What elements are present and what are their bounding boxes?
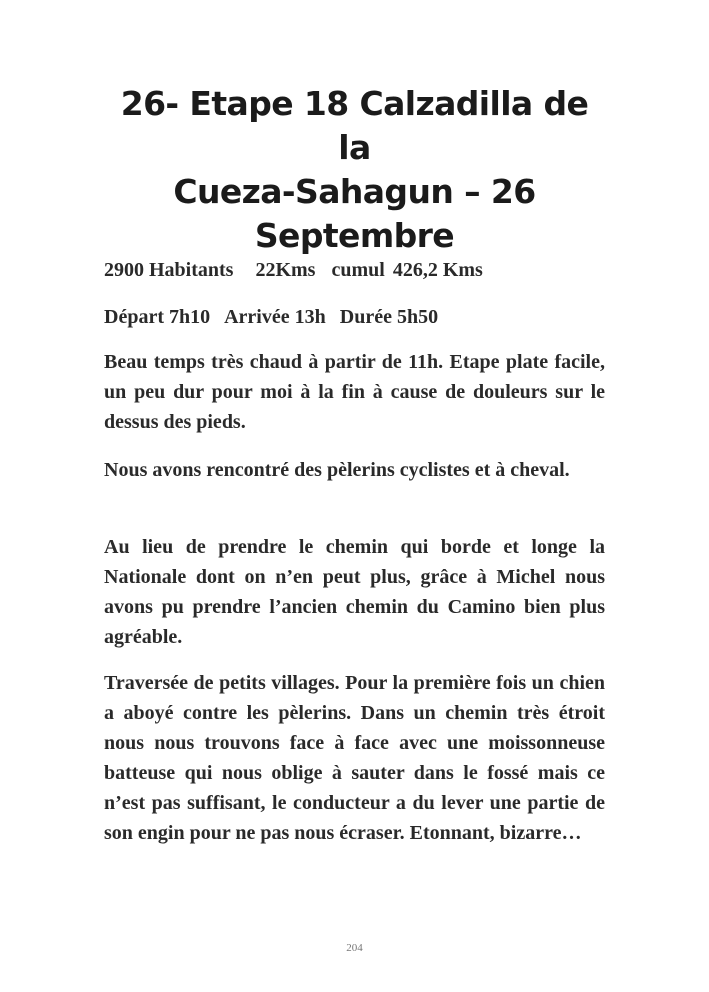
title-line-3: Septembre — [254, 216, 455, 255]
stage-times — [104, 302, 605, 332]
paragraph-weather: Beau temps très chaud à partir de 11h. Etape plate facile, un peu dur pour moi à la fin à cause de douleurs sur le dessus des pieds. — [104, 351, 605, 433]
cumul-distance: 426,2 Kms — [392, 259, 483, 281]
page-number: 204 — [346, 942, 363, 954]
population: 2900 Habitants — [104, 259, 234, 281]
paragraph-pilgrims: Nous avons rencontré des pèlerins cyclistes et à cheval. — [104, 459, 570, 481]
stage-stats — [104, 255, 605, 285]
title-line-1: 26- Etape 18 Calzadilla de la — [120, 84, 589, 167]
title-line-2: Cueza-Sahagun – 26 — [173, 172, 536, 211]
cumul-label: cumul — [331, 259, 385, 281]
arrival-time: Arrivée 13h — [224, 306, 326, 328]
paragraph-route: Au lieu de prendre le chemin qui borde et longe la Nationale dont on n’en peut plus, grâce à Michel nous avons pu prendre l’ancien chemin du Camino bien plus agréable. — [104, 536, 605, 648]
stage-distance: 22Kms — [255, 259, 316, 281]
departure-time: Départ 7h10 — [104, 306, 211, 328]
page-title — [100, 82, 609, 258]
duration: Durée 5h50 — [339, 306, 439, 328]
paragraph-villages: Traversée de petits villages. Pour la première fois un chien a aboyé contre les pèlerins. Dans un chemin très étroit nous nous trouvons face à face avec une moissonneuse batteuse qui nous oblige à sauter dans le fossé mais ce n’est pas suffisant, le conducteur a du lever une partie de son engin pour ne pas nous écraser. Etonnant, bizarre… — [104, 672, 605, 844]
